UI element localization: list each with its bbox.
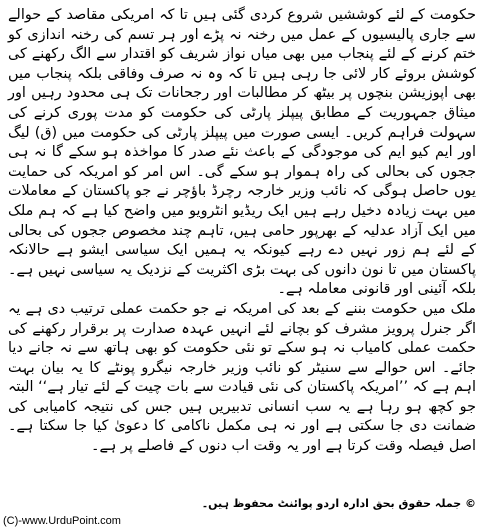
article-body: [8, 6, 476, 457]
site-url: (C)-www.UrduPoint.com: [3, 515, 121, 527]
article-paragraph-1: حکومت کے لئے کوششیں شروع کردی گئی ہیں تا کہ امریکی مقاصد کے حوالے سے جاری پالیسیوں کے عمل میں رخنہ نہ پڑے اور ہر تسم کی رخنہ اندازی کو ختم کرنے کے لئے پنجاب میں بھی میاں نواز شریف کو اقتدار سے الگ رکھنے کی کوشش بروئے کار لائی جا رہی ہیں تا کہ وہ نہ صرف وفاقی بلکہ پنجاب میں بھی اپوزیشن بنچوں پر بیٹھ کر مطالبات اور رجحانات تک ہی محدود رہیں اور میثاق جمہوریت کے مطابق پیپلز پارٹی کی حکومت کو مدت پوری کرنے کی سہولت فراہم کریں۔ ایسی صورت میں پیپلز پارٹی کی حکومت میں (ق) لیگ اور ایم کیو ایم کی موجودگی کے باعث نئے صدر کا مواخذہ ہو سکے گا نہ ہی ججوں کی بحالی کی راہ ہموار ہو سکے گی۔ اس امر کو امریکہ کی حمایت یوں حاصل ہوگی کہ نائب وزیر خارجہ رچرڈ باؤچر نے جو پاکستان کے معاملات میں بہت زیادہ دخیل رہے ہیں ایک ریڈیو انٹرویو میں واضح کیا ہے کہ ہم ملک میں ایک آزاد عدلیہ کے بھرپور حامی ہیں، تاہم چند مخصوص ججوں کی بحالی کے لئے ہم زور نہیں دے رہے کیونکہ یہ ہمیں ایک سیاسی ایشو ہے حالانکہ پاکستان میں تا نون دانوں کی بہت بڑی اکثریت کے نزدیک یہ سیاسی نہیں ہے۔ بلکہ آئینی اور قانونی معاملہ ہے۔: [8, 7, 476, 298]
copyright-notice: © جملہ حقوق بحق ادارہ اردو پوائنٹ محفوظ ہیں۔: [201, 497, 476, 510]
article-paragraph-2: ملک میں حکومت بننے کے بعد کی امریکہ نے جو حکمت عملی ترتیب دی ہے یہ اگر جنرل پرویز مشرف کو بچانے لئے انہیں عہدہ صدارت پر برقرار رکھنے کی حکمت عملی کامیاب نہ ہو سکے تو نئی حکومت کو بھی ہاتھ سے نہ جانے دیا جائے۔ اس حوالے سے سنیٹر کو نائب وزیر خارجہ نیگرو پونٹے کا یہ بیان بہت اہم ہے کہ ’’امریکہ پاکستان کی نئی قیادت سے بات چیت کے لئے تیار ہے‘‘ البتہ جو کچھ ہو رہا ہے یہ سب انسانی تدبیریں ہیں جس کی نتیجہ کامیابی کی ضمانت دی جا سکتی ہے اور نہ ہی مکمل ناکامی کا دعویٰ کیا جا سکتا ہے۔ اصل فیصلہ وقت کرتا ہے اور یہ وقت اب دنوں کے فاصلے پر ہے۔: [8, 300, 476, 455]
